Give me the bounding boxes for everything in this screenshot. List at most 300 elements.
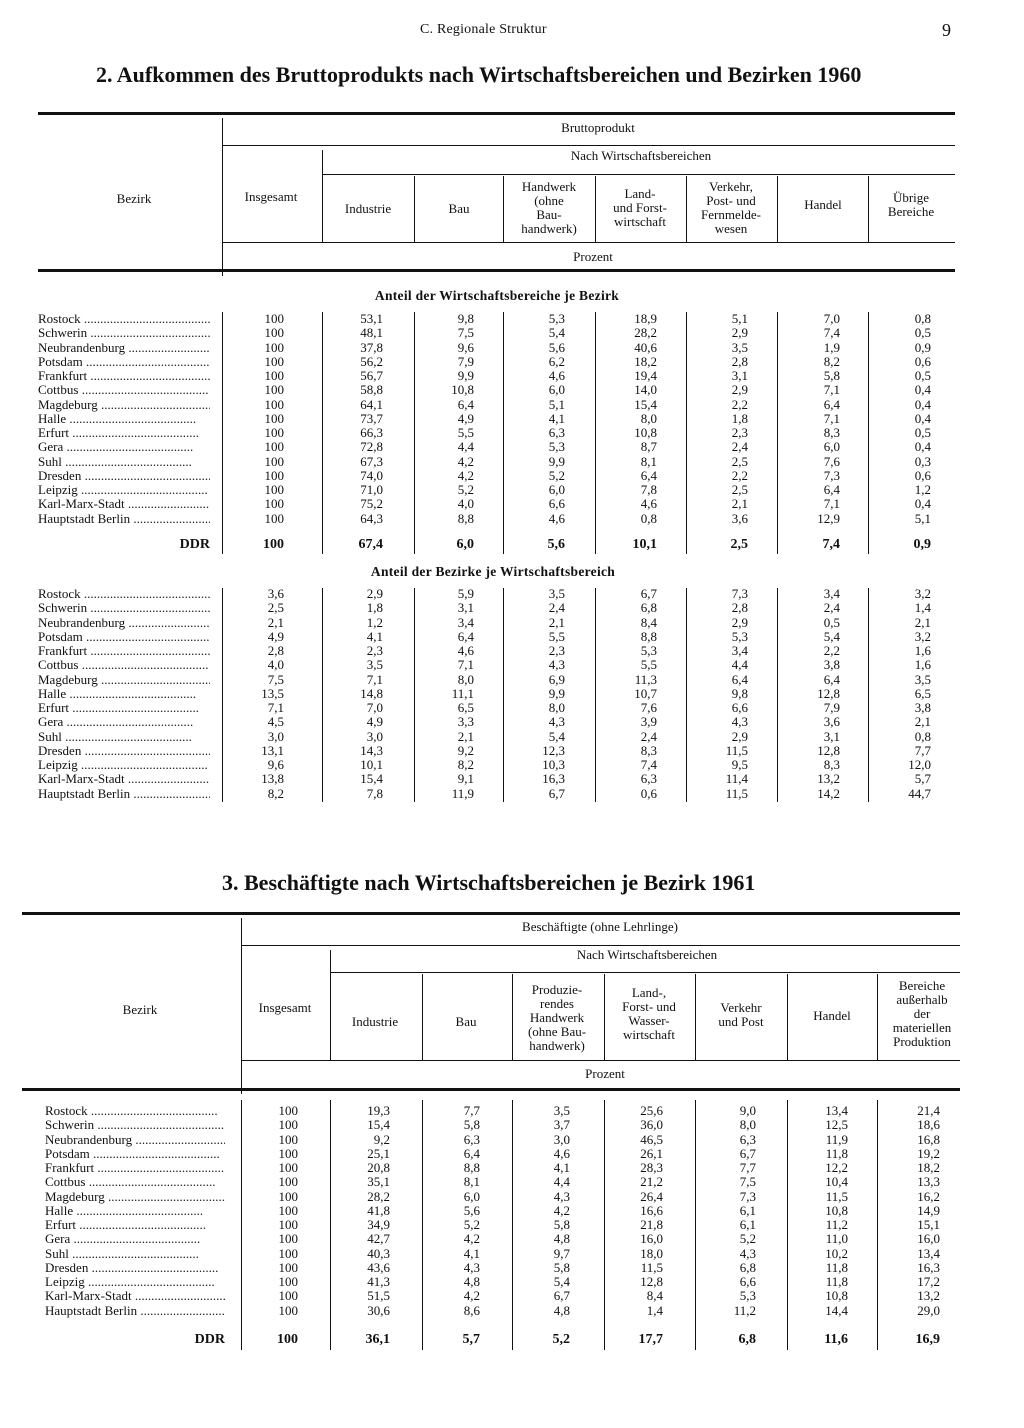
insgesamt-value: 7,5: [267, 671, 284, 687]
cell-value: 18,0: [640, 1245, 663, 1261]
cell-value: 2,9: [731, 325, 748, 341]
cell-value: 4,3: [553, 1188, 570, 1204]
unit-header: Prozent: [573, 249, 613, 264]
cell-value: 18,2: [634, 353, 657, 369]
cell-value: 8,2: [457, 757, 474, 772]
column-divider: [787, 974, 788, 1060]
cell-value: 6,4: [463, 1145, 480, 1161]
insgesamt-value: 100: [278, 1117, 298, 1133]
bezirk-name: Potsdam .....: [45, 1147, 225, 1161]
rule-line: [322, 174, 955, 175]
table-row: [0, 601, 1024, 615]
cell-value: 4,1: [366, 628, 383, 644]
cell-value: 12,8: [817, 685, 840, 701]
cell-value: 7,5: [739, 1174, 756, 1190]
column-divider: [414, 176, 415, 242]
cell-value: 6,4: [823, 396, 840, 412]
cell-value: 10,7: [634, 685, 657, 701]
cell-value: 0,9: [913, 537, 931, 552]
cell-value: 30,6: [367, 1302, 390, 1318]
cell-value: 11,0: [825, 1231, 848, 1247]
column-divider: [222, 312, 223, 554]
bezirk-name: Leipzig .....: [38, 758, 210, 772]
cell-value: 14,9: [917, 1202, 940, 1218]
cell-value: 14,3: [360, 742, 383, 758]
cell-value: 15,4: [360, 771, 383, 787]
cell-value: 5,4: [548, 325, 565, 341]
column-divider: [512, 1100, 513, 1350]
cell-value: 8,6: [463, 1302, 480, 1318]
table-row: [0, 326, 1024, 340]
insgesamt-value: 100: [264, 396, 284, 412]
insgesamt-value: 2,5: [267, 600, 284, 616]
cell-value: 10,8: [825, 1288, 848, 1304]
cell-value: 5,5: [548, 628, 565, 644]
bezirk-name: DDR: [179, 538, 210, 552]
bezirk-name: Frankfurt .....: [38, 644, 210, 658]
cell-value: 4,8: [553, 1302, 570, 1318]
table-row: [0, 383, 1024, 397]
cell-value: 3,1: [823, 728, 840, 744]
bezirk-name: Schwerin .....: [45, 1118, 225, 1132]
column-divider: [686, 176, 687, 242]
cell-value: 7,9: [823, 700, 840, 715]
column-header: Handel: [813, 1008, 851, 1023]
column-header: Industrie: [351, 1014, 399, 1029]
column-divider: [330, 1100, 331, 1350]
column-divider: [777, 588, 778, 802]
cell-value: 28,3: [640, 1160, 663, 1175]
bezirk-name: Gera .....: [38, 440, 210, 454]
cell-value: 2,8: [731, 600, 748, 616]
cell-value: 8,0: [739, 1117, 756, 1133]
bezirk-name: Neubrandenburg .....: [45, 1133, 225, 1147]
cell-value: 5,1: [731, 311, 748, 326]
bezirk-name: Leipzig .....: [45, 1275, 225, 1289]
cell-value: 8,0: [457, 671, 474, 687]
bezirk-name: DDR: [194, 1333, 225, 1347]
column-header: Industrie: [344, 201, 392, 216]
cell-value: 8,1: [463, 1174, 480, 1190]
insgesamt-value: 100: [264, 467, 284, 483]
cell-value: 6,4: [731, 671, 748, 687]
cell-value: 6,8: [640, 600, 657, 616]
table-row: [0, 312, 1024, 326]
cell-value: 6,4: [457, 396, 474, 412]
cell-value: 8,0: [640, 410, 657, 426]
cell-value: 5,6: [548, 339, 565, 355]
cell-value: 13,4: [825, 1103, 848, 1118]
table-row: [0, 341, 1024, 355]
cell-value: 3,5: [366, 657, 383, 673]
cell-value: 1,8: [731, 410, 748, 426]
cell-value: 11,5: [640, 1259, 663, 1275]
cell-value: 6,0: [463, 1188, 480, 1204]
cell-value: 9,9: [548, 453, 565, 469]
cell-value: 4,6: [640, 496, 657, 512]
cell-value: 7,1: [823, 496, 840, 512]
cell-value: 71,0: [360, 482, 383, 497]
insgesamt-value: 100: [264, 410, 284, 426]
bezirk-name: Hauptstadt Berlin .....: [38, 787, 210, 801]
cell-value: 9,5: [731, 757, 748, 772]
cell-value: 11,6: [824, 1332, 848, 1347]
cell-value: 8,2: [823, 353, 840, 369]
cell-value: 5,5: [640, 657, 657, 673]
insgesamt-value: 100: [278, 1274, 298, 1289]
rule-line: [38, 269, 955, 272]
insgesamt-value: 8,2: [267, 785, 284, 801]
cell-value: 1,2: [914, 482, 931, 497]
cell-value: 18,2: [917, 1160, 940, 1175]
cell-value: 4,9: [366, 714, 383, 730]
table-row: [0, 497, 1024, 511]
total-row: [0, 538, 1024, 552]
column-divider: [604, 1100, 605, 1350]
cell-value: 7,8: [366, 785, 383, 801]
cell-value: 0,8: [914, 311, 931, 326]
cell-value: 6,7: [548, 785, 565, 801]
insgesamt-value: 100: [278, 1245, 298, 1261]
cell-value: 2,5: [731, 482, 748, 497]
cell-value: 2,3: [548, 643, 565, 658]
cell-value: 11,8: [825, 1259, 848, 1275]
bezirk-header: Bezirk: [116, 191, 152, 206]
cell-value: 8,8: [457, 510, 474, 526]
insgesamt-value: 100: [264, 325, 284, 341]
cell-value: 11,9: [825, 1131, 848, 1147]
cell-value: 4,2: [463, 1231, 480, 1247]
rule-line: [241, 945, 960, 946]
cell-value: 5,2: [552, 1332, 570, 1347]
insgesamt-value: 7,1: [267, 700, 284, 715]
cell-value: 1,8: [366, 600, 383, 616]
subgroup-header: Nach Wirtschaftsbereichen: [570, 148, 712, 163]
cell-value: 16,2: [917, 1188, 940, 1204]
cell-value: 11,5: [825, 1188, 848, 1204]
cell-value: 16,8: [917, 1131, 940, 1147]
cell-value: 73,7: [360, 410, 383, 426]
column-divider: [595, 176, 596, 242]
insgesamt-value: 13,1: [261, 742, 284, 758]
cell-value: 2,3: [366, 643, 383, 658]
table-row: [0, 658, 1024, 672]
cell-value: 1,6: [914, 643, 931, 658]
insgesamt-header: Insgesamt: [258, 1000, 312, 1015]
bezirk-name: Dresden .....: [38, 744, 210, 758]
cell-value: 7,1: [457, 657, 474, 673]
cell-value: 3,4: [823, 586, 840, 601]
cell-value: 58,8: [360, 382, 383, 398]
cell-value: 40,6: [634, 339, 657, 355]
subgroup-header: Nach Wirtschaftsbereichen: [576, 947, 718, 962]
bezirk-name: Potsdam .....: [38, 630, 210, 644]
cell-value: 5,8: [553, 1259, 570, 1275]
cell-value: 5,8: [463, 1117, 480, 1133]
table-row: [0, 616, 1024, 630]
bezirk-name: Karl-Marx-Stadt .....: [38, 772, 210, 786]
column-divider: [868, 588, 869, 802]
cell-value: 67,4: [358, 537, 383, 552]
cell-value: 4,2: [457, 453, 474, 469]
cell-value: 0,4: [914, 439, 931, 455]
column-header: Bau: [455, 1014, 477, 1029]
bezirk-name: Hauptstadt Berlin .....: [38, 512, 210, 526]
cell-value: 7,5: [457, 325, 474, 341]
cell-value: 3,5: [548, 586, 565, 601]
cell-value: 7,9: [457, 353, 474, 369]
cell-value: 6,0: [548, 482, 565, 497]
rule-line: [330, 972, 960, 973]
column-header: Handel: [804, 197, 842, 212]
insgesamt-value: 13,8: [261, 771, 284, 787]
bezirk-name: Cottbus .....: [38, 383, 210, 397]
group-heading: Anteil der Bezirke je Wirtschaftsbereich: [370, 564, 616, 579]
table-row: [0, 644, 1024, 658]
cell-value: 6,6: [731, 700, 748, 715]
cell-value: 48,1: [360, 325, 383, 341]
cell-value: 5,7: [462, 1332, 480, 1347]
cell-value: 1,4: [646, 1302, 663, 1318]
insgesamt-value: 100: [278, 1131, 298, 1147]
cell-value: 4,3: [548, 714, 565, 730]
column-divider: [695, 1100, 696, 1350]
cell-value: 16,0: [640, 1231, 663, 1247]
table-row: [0, 512, 1024, 526]
cell-value: 15,4: [634, 396, 657, 412]
cell-value: 4,3: [731, 714, 748, 730]
cell-value: 4,0: [457, 496, 474, 512]
cell-value: 2,4: [548, 600, 565, 616]
page-number: 9: [942, 20, 951, 40]
insgesamt-value: 9,6: [267, 757, 284, 772]
cell-value: 7,1: [823, 410, 840, 426]
insgesamt-value: 100: [264, 339, 284, 355]
cell-value: 11,2: [733, 1302, 756, 1318]
bezirk-name: Erfurt .....: [45, 1218, 225, 1232]
insgesamt-header: Insgesamt: [244, 189, 298, 204]
cell-value: 56,2: [360, 353, 383, 369]
cell-value: 1,4: [914, 600, 931, 616]
column-header: Land-, Forst- und Wasser- wirtschaft: [622, 985, 676, 1042]
cell-value: 20,8: [367, 1160, 390, 1175]
cell-value: 8,4: [640, 614, 657, 630]
cell-value: 14,4: [825, 1302, 848, 1318]
column-header: Land- und Forst- wirtschaft: [613, 186, 667, 229]
cell-value: 8,7: [640, 439, 657, 455]
cell-value: 46,5: [640, 1131, 663, 1147]
cell-value: 16,3: [542, 771, 565, 787]
insgesamt-value: 100: [278, 1188, 298, 1204]
cell-value: 2,8: [731, 353, 748, 369]
cell-value: 7,8: [640, 482, 657, 497]
cell-value: 0,3: [914, 453, 931, 469]
column-divider: [322, 588, 323, 802]
insgesamt-value: 2,1: [267, 614, 284, 630]
cell-value: 40,3: [367, 1245, 390, 1261]
cell-value: 3,1: [731, 368, 748, 383]
bezirk-name: Erfurt .....: [38, 426, 210, 440]
column-divider: [686, 588, 687, 802]
cell-value: 6,3: [739, 1131, 756, 1147]
cell-value: 4,1: [548, 410, 565, 426]
cell-value: 6,6: [739, 1274, 756, 1289]
cell-value: 2,9: [731, 728, 748, 744]
cell-value: 6,0: [823, 439, 840, 455]
cell-value: 36,0: [640, 1117, 663, 1133]
unit-header: Prozent: [585, 1066, 625, 1081]
cell-value: 0,6: [640, 785, 657, 801]
cell-value: 9,9: [457, 368, 474, 383]
cell-value: 2,1: [914, 714, 931, 730]
cell-value: 37,8: [360, 339, 383, 355]
cell-value: 11,8: [825, 1274, 848, 1289]
bezirk-name: Schwerin .....: [38, 326, 210, 340]
cell-value: 3,5: [731, 339, 748, 355]
cell-value: 5,6: [547, 537, 565, 552]
bezirk-name: Karl-Marx-Stadt .....: [45, 1289, 225, 1303]
insgesamt-value: 100: [277, 1332, 298, 1347]
bezirk-name: Potsdam .....: [38, 355, 210, 369]
table-row: [0, 355, 1024, 369]
column-divider: [777, 176, 778, 242]
cell-value: 6,1: [739, 1217, 756, 1232]
cell-value: 12,8: [640, 1274, 663, 1289]
cell-value: 28,2: [367, 1188, 390, 1204]
cell-value: 12,9: [817, 510, 840, 526]
bezirk-name: Rostock .....: [38, 312, 210, 326]
cell-value: 6,4: [640, 467, 657, 483]
cell-value: 2,2: [731, 396, 748, 412]
bezirk-name: Halle .....: [45, 1204, 225, 1218]
cell-value: 6,3: [548, 425, 565, 440]
cell-value: 13,4: [917, 1245, 940, 1261]
cell-value: 12,2: [825, 1160, 848, 1175]
insgesamt-value: 100: [264, 311, 284, 326]
cell-value: 3,5: [553, 1103, 570, 1118]
cell-value: 19,2: [917, 1145, 940, 1161]
insgesamt-value: 100: [278, 1259, 298, 1275]
cell-value: 64,1: [360, 396, 383, 412]
cell-value: 29,0: [917, 1302, 940, 1318]
cell-value: 4,6: [553, 1145, 570, 1161]
cell-value: 0,5: [823, 614, 840, 630]
cell-value: 3,6: [823, 714, 840, 730]
cell-value: 17,2: [917, 1274, 940, 1289]
cell-value: 0,8: [914, 728, 931, 744]
column-divider: [422, 974, 423, 1060]
cell-value: 11,5: [725, 742, 748, 758]
cell-value: 4,8: [553, 1231, 570, 1247]
cell-value: 6,0: [548, 382, 565, 398]
insgesamt-value: 100: [278, 1302, 298, 1318]
cell-value: 6,7: [553, 1288, 570, 1304]
insgesamt-value: 3,6: [267, 586, 284, 601]
cell-value: 11,9: [451, 785, 474, 801]
column-divider: [777, 312, 778, 554]
cell-value: 8,3: [823, 425, 840, 440]
cell-value: 4,3: [463, 1259, 480, 1275]
cell-value: 7,4: [640, 757, 657, 772]
cell-value: 2,9: [366, 586, 383, 601]
cell-value: 25,1: [367, 1145, 390, 1161]
insgesamt-value: 13,5: [261, 685, 284, 701]
cell-value: 6,8: [739, 1259, 756, 1275]
cell-value: 2,4: [731, 439, 748, 455]
bezirk-name: Halle .....: [38, 687, 210, 701]
column-divider: [787, 1100, 788, 1350]
cell-value: 16,9: [915, 1332, 940, 1347]
cell-value: 74,0: [360, 467, 383, 483]
column-divider: [222, 588, 223, 802]
cell-value: 41,8: [367, 1202, 390, 1218]
cell-value: 11,2: [825, 1217, 848, 1232]
bezirk-name: Dresden .....: [38, 469, 210, 483]
bezirk-name: Leipzig .....: [38, 483, 210, 497]
cell-value: 5,2: [463, 1217, 480, 1232]
cell-value: 9,1: [457, 771, 474, 787]
cell-value: 34,9: [367, 1217, 390, 1232]
table-row: [0, 701, 1024, 715]
cell-value: 0,5: [914, 368, 931, 383]
cell-value: 16,3: [917, 1259, 940, 1275]
insgesamt-value: 100: [264, 482, 284, 497]
column-divider: [503, 312, 504, 554]
table-row: [0, 758, 1024, 772]
column-header: Bereiche außerhalb der materiellen Produktion: [892, 978, 952, 1049]
insgesamt-value: 100: [264, 382, 284, 398]
cell-value: 4,4: [731, 657, 748, 673]
cell-value: 5,8: [823, 368, 840, 383]
cell-value: 5,3: [548, 311, 565, 326]
insgesamt-value: 100: [264, 439, 284, 455]
cell-value: 5,3: [548, 439, 565, 455]
cell-value: 3,8: [823, 657, 840, 673]
cell-value: 5,3: [731, 628, 748, 644]
table-row: [0, 744, 1024, 758]
cell-value: 7,7: [914, 742, 931, 758]
cell-value: 6,3: [640, 771, 657, 787]
cell-value: 5,1: [914, 510, 931, 526]
cell-value: 14,8: [360, 685, 383, 701]
group-header: Bruttoprodukt: [561, 120, 635, 135]
insgesamt-value: 4,0: [267, 657, 284, 673]
cell-value: 8,4: [646, 1288, 663, 1304]
cell-value: 21,2: [640, 1174, 663, 1190]
bezirk-name: Neubrandenburg .....: [38, 616, 210, 630]
column-divider: [322, 150, 323, 242]
table-row: [0, 673, 1024, 687]
cell-value: 2,9: [731, 614, 748, 630]
column-divider: [595, 588, 596, 802]
cell-value: 0,5: [914, 325, 931, 341]
column-header: Übrige Bereiche: [887, 190, 935, 219]
cell-value: 8,3: [823, 757, 840, 772]
insgesamt-value: 2,8: [267, 643, 284, 658]
cell-value: 0,8: [640, 510, 657, 526]
cell-value: 6,1: [739, 1202, 756, 1218]
cell-value: 44,7: [908, 785, 931, 801]
cell-value: 0,4: [914, 382, 931, 398]
cell-value: 0,9: [914, 339, 931, 355]
insgesamt-value: 100: [278, 1288, 298, 1304]
cell-value: 28,2: [634, 325, 657, 341]
cell-value: 75,2: [360, 496, 383, 512]
cell-value: 51,5: [367, 1288, 390, 1304]
insgesamt-value: 100: [263, 537, 284, 552]
cell-value: 14,0: [634, 382, 657, 398]
cell-value: 4,1: [463, 1245, 480, 1261]
